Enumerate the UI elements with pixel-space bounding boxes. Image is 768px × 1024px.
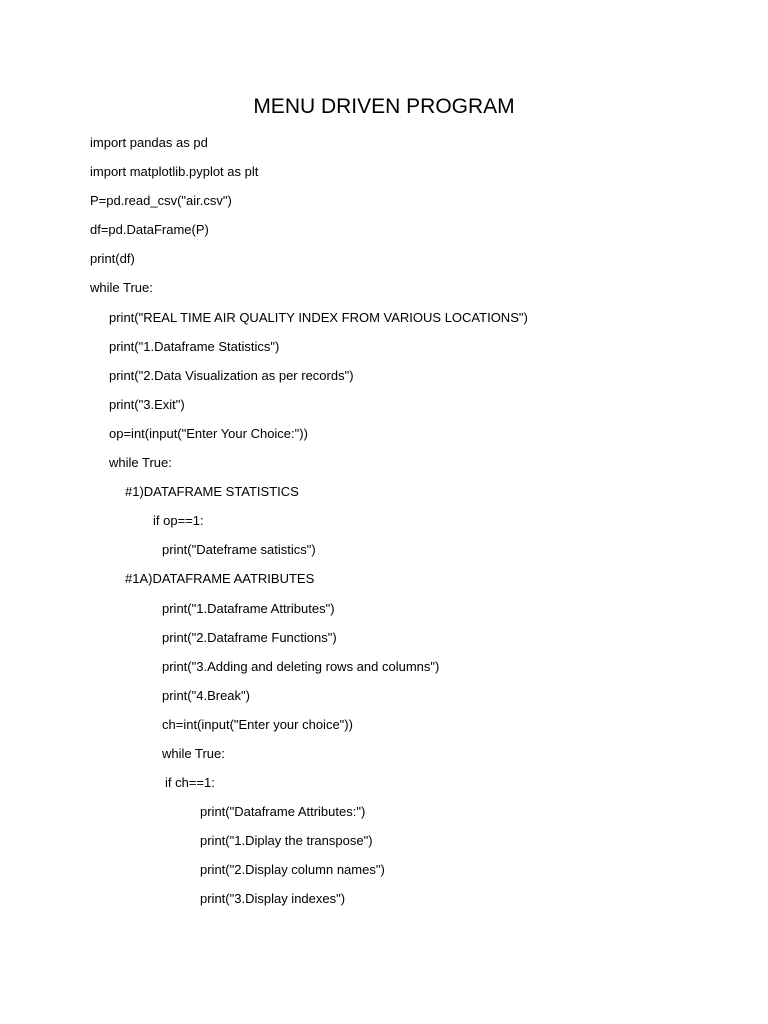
code-line: print("3.Display indexes") bbox=[200, 891, 346, 907]
code-line: print("Dataframe Attributes:") bbox=[200, 804, 366, 820]
code-listing bbox=[0, 132, 768, 918]
code-line: print("Dateframe satistics") bbox=[162, 542, 316, 558]
code-line: print("1.Diplay the transpose") bbox=[200, 833, 373, 849]
code-line: print("2.Dataframe Functions") bbox=[162, 629, 337, 645]
code-line: df=pd.DataFrame(P) bbox=[90, 222, 209, 238]
code-line: while True: bbox=[90, 280, 153, 296]
page-title: MENU DRIVEN PROGRAM bbox=[253, 95, 515, 118]
code-line: ch=int(input("Enter your choice")) bbox=[162, 716, 353, 732]
code-line: print("1.Dataframe Attributes") bbox=[162, 600, 335, 616]
code-line: import matplotlib.pyplot as plt bbox=[90, 164, 259, 180]
code-line: P=pd.read_csv("air.csv") bbox=[90, 193, 232, 209]
code-line: print("3.Exit") bbox=[109, 396, 185, 412]
code-line: import pandas as pd bbox=[90, 135, 208, 150]
code-line: print("REAL TIME AIR QUALITY INDEX FROM VARIOUS LOCATIONS") bbox=[109, 309, 528, 325]
code-line: while True: bbox=[162, 745, 225, 761]
code-line: print(df) bbox=[90, 251, 135, 267]
code-line: print("2.Data Visualization as per records") bbox=[109, 367, 354, 383]
code-line: print("2.Display column names") bbox=[200, 862, 385, 878]
code-line: print("3.Adding and deleting rows and columns") bbox=[162, 658, 440, 674]
code-line: print("4.Break") bbox=[162, 687, 250, 703]
code-line: print("1.Dataframe Statistics") bbox=[109, 338, 280, 354]
code-line: if ch==1: bbox=[165, 775, 215, 791]
code-line: if op==1: bbox=[153, 513, 204, 529]
code-line: op=int(input("Enter Your Choice:")) bbox=[109, 425, 308, 441]
code-comment-line: #1)DATAFRAME STATISTICS bbox=[125, 484, 299, 500]
code-line: while True: bbox=[109, 455, 172, 471]
code-comment-line: #1A)DATAFRAME AATRIBUTES bbox=[125, 571, 315, 587]
